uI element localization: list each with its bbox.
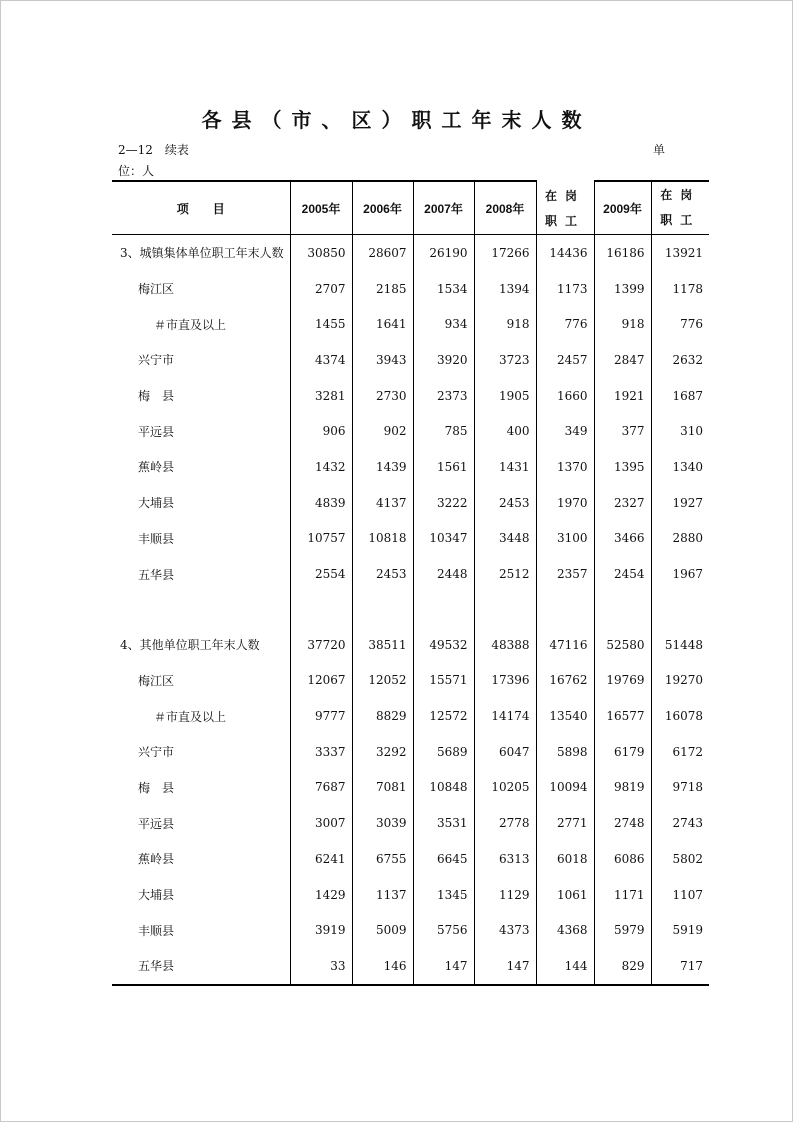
cell-value: 2327 [594, 485, 651, 521]
cell-value: 2748 [594, 805, 651, 841]
cell-value: 10848 [413, 770, 474, 806]
cell-value: 37720 [290, 627, 352, 663]
cell-value: 12572 [413, 698, 474, 734]
cell-value: 4368 [536, 912, 594, 948]
header-zaigang2-bottom: 职工 [660, 213, 701, 227]
table-row [112, 235, 709, 271]
cell-value: 2457 [536, 342, 594, 378]
row-label: ＃市直及以上 [154, 709, 227, 724]
cell-value: 13540 [536, 698, 594, 734]
cell-value: 17396 [474, 663, 536, 699]
table-row [112, 770, 709, 806]
cell-value: 1641 [352, 306, 413, 342]
table-row [112, 485, 709, 521]
cell-value: 3281 [290, 378, 352, 414]
row-label: 兴宁市 [138, 353, 175, 368]
cell-value: 10205 [474, 770, 536, 806]
cell-value: 5898 [536, 734, 594, 770]
cell-value: 12067 [290, 663, 352, 699]
table-row [112, 342, 709, 378]
cell-value: 33 [290, 948, 352, 985]
cell-value: 1345 [413, 877, 474, 913]
row-label: 3、城镇集体单位职工年末人数 [120, 246, 284, 261]
row-label: 梅江区 [138, 282, 175, 297]
cell-value: 7687 [290, 770, 352, 806]
cell-value: 28607 [352, 235, 413, 271]
table-row [112, 877, 709, 913]
cell-value: 1395 [594, 449, 651, 485]
page-title: 各县（市、区）职工年末人数 [201, 108, 592, 132]
cell-value: 1061 [536, 877, 594, 913]
table-row [112, 841, 709, 877]
cell-value: 13921 [651, 235, 709, 271]
header-2008: 2008年 [474, 181, 536, 235]
cell-value: 19270 [651, 663, 709, 699]
table-row [112, 627, 709, 663]
row-label: 蕉岭县 [138, 852, 175, 867]
cell-value: 785 [413, 413, 474, 449]
row-label: 蕉岭县 [138, 460, 175, 475]
cell-value: 47116 [536, 627, 594, 663]
employee-table [112, 180, 709, 986]
cell-value: 2743 [651, 805, 709, 841]
cell-value: 2373 [413, 378, 474, 414]
cell-value: 14436 [536, 235, 594, 271]
cell-value: 2778 [474, 805, 536, 841]
cell-value: 12052 [352, 663, 413, 699]
cell-value: 1905 [474, 378, 536, 414]
cell-value: 1107 [651, 877, 709, 913]
cell-value: 48388 [474, 627, 536, 663]
row-label: 五华县 [138, 567, 175, 582]
cell-value: 5756 [413, 912, 474, 948]
cell-value: 2771 [536, 805, 594, 841]
cell-value: 147 [413, 948, 474, 985]
cell-value: 3222 [413, 485, 474, 521]
row-label: 4、其他单位职工年末人数 [120, 638, 260, 653]
header-2005: 2005年 [290, 181, 352, 235]
cell-value: 3531 [413, 805, 474, 841]
cell-value: 829 [594, 948, 651, 985]
header-zaigang-bottom: 职工 [544, 213, 585, 228]
cell-value: 902 [352, 413, 413, 449]
cell-value: 2453 [474, 485, 536, 521]
cell-value: 3100 [536, 521, 594, 557]
table-row [112, 378, 709, 414]
cell-value: 2730 [352, 378, 413, 414]
table-row [112, 556, 709, 592]
table-row [112, 805, 709, 841]
cell-value: 7081 [352, 770, 413, 806]
cell-value: 2512 [474, 556, 536, 592]
cell-value: 6241 [290, 841, 352, 877]
table-row [112, 663, 709, 699]
unit-label-part1: 单 [653, 143, 666, 157]
empty-cell [290, 592, 352, 627]
cell-value: 1178 [651, 271, 709, 307]
cell-value: 16762 [536, 663, 594, 699]
cell-value: 51448 [651, 627, 709, 663]
cell-value: 6755 [352, 841, 413, 877]
row-label: 丰顺县 [138, 531, 175, 546]
cell-value: 3337 [290, 734, 352, 770]
cell-value: 310 [651, 413, 709, 449]
cell-value: 377 [594, 413, 651, 449]
cell-value: 9819 [594, 770, 651, 806]
cell-value: 1171 [594, 877, 651, 913]
cell-value: 144 [536, 948, 594, 985]
row-label: 梅 县 [138, 389, 175, 404]
cell-value: 1455 [290, 306, 352, 342]
cell-value: 6179 [594, 734, 651, 770]
cell-value: 6018 [536, 841, 594, 877]
cell-value: 1432 [290, 449, 352, 485]
row-label: 大埔县 [138, 888, 175, 903]
cell-value: 4374 [290, 342, 352, 378]
cell-value: 717 [651, 948, 709, 985]
cell-value: 3723 [474, 342, 536, 378]
header-zaigang-top: 在岗 [544, 188, 585, 203]
header-2006: 2006年 [352, 181, 413, 235]
cell-value: 5979 [594, 912, 651, 948]
table-row [112, 912, 709, 948]
cell-value: 4373 [474, 912, 536, 948]
cell-value: 934 [413, 306, 474, 342]
cell-value: 1970 [536, 485, 594, 521]
empty-cell [651, 592, 709, 627]
cell-value: 3919 [290, 912, 352, 948]
cell-value: 147 [474, 948, 536, 985]
header-2009: 2009年 [594, 181, 651, 235]
empty-cell [413, 592, 474, 627]
header-zaigang-2009 [651, 181, 709, 235]
cell-value: 6645 [413, 841, 474, 877]
cell-value: 6313 [474, 841, 536, 877]
table-row [112, 948, 709, 985]
cell-value: 30850 [290, 235, 352, 271]
cell-value: 2880 [651, 521, 709, 557]
empty-cell [536, 592, 594, 627]
cell-value: 1534 [413, 271, 474, 307]
table-number: 2—12 续表 [118, 143, 189, 157]
cell-value: 776 [651, 306, 709, 342]
cell-value: 9777 [290, 698, 352, 734]
header-2007: 2007年 [413, 181, 474, 235]
cell-value: 5919 [651, 912, 709, 948]
cell-value: 1660 [536, 378, 594, 414]
header-zaigang-2008 [536, 181, 594, 235]
cell-value: 918 [594, 306, 651, 342]
cell-value: 3039 [352, 805, 413, 841]
table-row [112, 449, 709, 485]
cell-value: 8829 [352, 698, 413, 734]
cell-value: 3448 [474, 521, 536, 557]
cell-value: 1561 [413, 449, 474, 485]
cell-value: 16577 [594, 698, 651, 734]
cell-value: 16186 [594, 235, 651, 271]
cell-value: 4839 [290, 485, 352, 521]
cell-value: 1967 [651, 556, 709, 592]
cell-value: 1429 [290, 877, 352, 913]
cell-value: 906 [290, 413, 352, 449]
row-label: ＃市直及以上 [154, 317, 227, 332]
cell-value: 2453 [352, 556, 413, 592]
table-row [112, 271, 709, 307]
cell-value: 2847 [594, 342, 651, 378]
cell-value: 400 [474, 413, 536, 449]
cell-value: 2554 [290, 556, 352, 592]
empty-cell [474, 592, 536, 627]
cell-value: 5802 [651, 841, 709, 877]
row-label: 梅 县 [138, 780, 175, 795]
spacer-row [112, 592, 709, 627]
cell-value: 4137 [352, 485, 413, 521]
cell-value: 1394 [474, 271, 536, 307]
header-zaigang2-top: 在岗 [660, 188, 701, 202]
empty-cell [594, 592, 651, 627]
cell-value: 3920 [413, 342, 474, 378]
cell-value: 10818 [352, 521, 413, 557]
cell-value: 2707 [290, 271, 352, 307]
cell-value: 10757 [290, 521, 352, 557]
cell-value: 146 [352, 948, 413, 985]
row-label: 平远县 [138, 816, 175, 831]
cell-value: 2185 [352, 271, 413, 307]
cell-value: 10347 [413, 521, 474, 557]
cell-value: 1173 [536, 271, 594, 307]
cell-value: 1687 [651, 378, 709, 414]
cell-value: 349 [536, 413, 594, 449]
cell-value: 2357 [536, 556, 594, 592]
cell-value: 6047 [474, 734, 536, 770]
cell-value: 5009 [352, 912, 413, 948]
row-label: 兴宁市 [138, 745, 175, 760]
cell-value: 1439 [352, 449, 413, 485]
cell-value: 19769 [594, 663, 651, 699]
cell-value: 1340 [651, 449, 709, 485]
row-label: 五华县 [112, 948, 290, 985]
cell-value: 3292 [352, 734, 413, 770]
cell-value: 49532 [413, 627, 474, 663]
cell-value: 9718 [651, 770, 709, 806]
cell-value: 17266 [474, 235, 536, 271]
table-row [112, 306, 709, 342]
cell-value: 26190 [413, 235, 474, 271]
cell-value: 2632 [651, 342, 709, 378]
cell-value: 16078 [651, 698, 709, 734]
cell-value: 3466 [594, 521, 651, 557]
cell-value: 1399 [594, 271, 651, 307]
cell-value: 6086 [594, 841, 651, 877]
cell-value: 1927 [651, 485, 709, 521]
cell-value: 10094 [536, 770, 594, 806]
cell-value: 1921 [594, 378, 651, 414]
header-row [112, 181, 709, 235]
cell-value: 3943 [352, 342, 413, 378]
cell-value: 3007 [290, 805, 352, 841]
row-label: 梅江区 [138, 673, 175, 688]
cell-value: 15571 [413, 663, 474, 699]
cell-value: 2448 [413, 556, 474, 592]
table-row [112, 521, 709, 557]
table-row [112, 698, 709, 734]
cell-value: 14174 [474, 698, 536, 734]
unit-label-part2: 位：人 [118, 164, 155, 178]
cell-value: 38511 [352, 627, 413, 663]
table-row [112, 413, 709, 449]
cell-value: 1431 [474, 449, 536, 485]
cell-value: 776 [536, 306, 594, 342]
cell-value: 52580 [594, 627, 651, 663]
cell-value: 6172 [651, 734, 709, 770]
table-row [112, 734, 709, 770]
row-label: 大埔县 [138, 496, 175, 511]
cell-value: 918 [474, 306, 536, 342]
row-label: 平远县 [138, 424, 175, 439]
row-label: 丰顺县 [138, 923, 175, 938]
empty-cell [352, 592, 413, 627]
empty-cell [112, 592, 290, 627]
cell-value: 1370 [536, 449, 594, 485]
cell-value: 1129 [474, 877, 536, 913]
cell-value: 5689 [413, 734, 474, 770]
cell-value: 1137 [352, 877, 413, 913]
cell-value: 2454 [594, 556, 651, 592]
header-item: 项 目 [112, 181, 290, 235]
